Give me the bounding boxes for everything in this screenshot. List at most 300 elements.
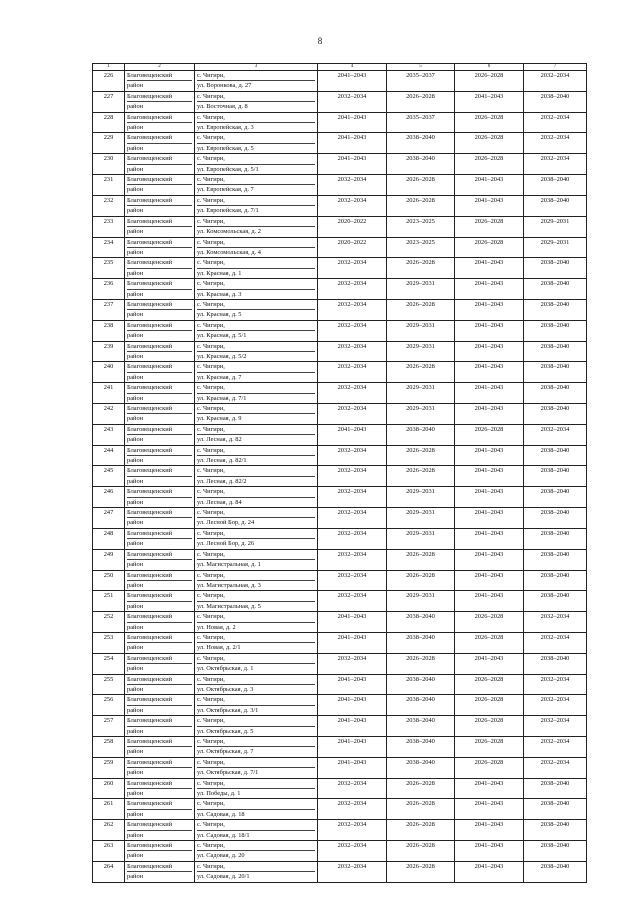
district-suffix: район bbox=[127, 393, 192, 403]
period-col-5: 2026–2028 bbox=[387, 445, 455, 466]
address-cell bbox=[195, 133, 318, 154]
district-name: Благовещенский bbox=[127, 92, 173, 100]
address-settlement: с. Чигири, bbox=[197, 842, 225, 850]
period-col-5: 2026–2028 bbox=[387, 549, 455, 570]
address-street: ул. Европейская, д. 7/1 bbox=[197, 205, 315, 215]
address-cell bbox=[195, 216, 318, 237]
district-name: Благовещенский bbox=[127, 717, 173, 725]
address-cell bbox=[195, 112, 318, 133]
address-cell bbox=[195, 362, 318, 383]
address-street: ул. Садовая, д. 18/1 bbox=[197, 830, 315, 840]
period-col-4: 2032–2034 bbox=[318, 799, 387, 820]
district-cell bbox=[125, 445, 195, 466]
address-street: ул. Красная, д. 1 bbox=[197, 268, 315, 278]
address-street: ул. Октябрьская, д. 1 bbox=[197, 663, 315, 673]
district-name: Благовещенский bbox=[127, 509, 173, 517]
table-row bbox=[93, 841, 587, 862]
address-street: ул. Садовая, д. 20 bbox=[197, 850, 315, 860]
address-street: ул. Лесная, д. 82 bbox=[197, 434, 315, 444]
column-number: 1 bbox=[93, 64, 125, 71]
address-settlement: с. Чигири, bbox=[197, 800, 225, 808]
period-col-7: 2032–2034 bbox=[524, 695, 587, 716]
district-name: Благовещенский bbox=[127, 758, 173, 766]
row-number: 228 bbox=[93, 112, 125, 133]
period-col-5: 2038–2040 bbox=[387, 612, 455, 633]
period-col-5: 2026–2028 bbox=[387, 362, 455, 383]
district-name: Благовещенский bbox=[127, 217, 173, 225]
period-col-5: 2029–2031 bbox=[387, 528, 455, 549]
period-col-5: 2023–2025 bbox=[387, 237, 455, 258]
district-name: Благовещенский bbox=[127, 654, 173, 662]
registry-table bbox=[92, 63, 587, 883]
table-row bbox=[93, 445, 587, 466]
district-name: Благовещенский bbox=[127, 176, 173, 184]
table-row bbox=[93, 258, 587, 279]
address-settlement: с. Чигири, bbox=[197, 363, 225, 371]
table-row bbox=[93, 154, 587, 175]
period-col-6: 2026–2028 bbox=[455, 71, 524, 92]
address-cell bbox=[195, 445, 318, 466]
address-street: ул. Лесная, д. 82/1 bbox=[197, 455, 315, 465]
district-name: Благовещенский bbox=[127, 425, 173, 433]
period-col-7: 2038–2040 bbox=[524, 508, 587, 529]
period-col-5: 2026–2028 bbox=[387, 653, 455, 674]
address-street: ул. Магистральная, д. 3 bbox=[197, 580, 315, 590]
period-col-5: 2023–2025 bbox=[387, 216, 455, 237]
district-suffix: район bbox=[127, 767, 192, 777]
period-col-7: 2038–2040 bbox=[524, 799, 587, 820]
period-col-4: 2032–2034 bbox=[318, 570, 387, 591]
table-row bbox=[93, 175, 587, 196]
period-col-6: 2041–2043 bbox=[455, 195, 524, 216]
period-col-4: 2041–2043 bbox=[318, 133, 387, 154]
period-col-6: 2041–2043 bbox=[455, 861, 524, 882]
district-cell bbox=[125, 362, 195, 383]
address-street: ул. Магистральная, д. 1 bbox=[197, 559, 315, 569]
row-number: 251 bbox=[93, 591, 125, 612]
address-street: ул. Новая, д. 2/1 bbox=[197, 642, 315, 652]
period-col-7: 2038–2040 bbox=[524, 195, 587, 216]
period-col-6: 2026–2028 bbox=[455, 737, 524, 758]
period-col-4: 2041–2043 bbox=[318, 674, 387, 695]
district-cell bbox=[125, 591, 195, 612]
district-cell bbox=[125, 154, 195, 175]
district-cell bbox=[125, 695, 195, 716]
address-street: ул. Магистральная, д. 5 bbox=[197, 601, 315, 611]
address-street: ул. Лесной Бор, д. 24 bbox=[197, 517, 315, 527]
period-col-7: 2038–2040 bbox=[524, 320, 587, 341]
address-cell bbox=[195, 528, 318, 549]
district-name: Благовещенский bbox=[127, 467, 173, 475]
row-number: 264 bbox=[93, 861, 125, 882]
period-col-4: 2032–2034 bbox=[318, 404, 387, 425]
district-name: Благовещенский bbox=[127, 633, 173, 641]
row-number: 245 bbox=[93, 466, 125, 487]
district-cell bbox=[125, 112, 195, 133]
period-col-6: 2041–2043 bbox=[455, 820, 524, 841]
district-suffix: район bbox=[127, 455, 192, 465]
period-col-5: 2026–2028 bbox=[387, 820, 455, 841]
address-settlement: с. Чигири, bbox=[197, 280, 225, 288]
address-settlement: с. Чигири, bbox=[197, 321, 225, 329]
period-col-4: 2041–2043 bbox=[318, 695, 387, 716]
period-col-5: 2035–2037 bbox=[387, 112, 455, 133]
address-cell bbox=[195, 258, 318, 279]
period-col-6: 2026–2028 bbox=[455, 154, 524, 175]
district-name: Благовещенский bbox=[127, 363, 173, 371]
address-cell bbox=[195, 820, 318, 841]
period-col-7: 2032–2034 bbox=[524, 757, 587, 778]
address-cell bbox=[195, 404, 318, 425]
district-cell bbox=[125, 133, 195, 154]
period-col-5: 2026–2028 bbox=[387, 861, 455, 882]
period-col-7: 2038–2040 bbox=[524, 528, 587, 549]
address-settlement: с. Чигири, bbox=[197, 509, 225, 517]
period-col-5: 2038–2040 bbox=[387, 716, 455, 737]
district-suffix: район bbox=[127, 351, 192, 361]
row-number: 255 bbox=[93, 674, 125, 695]
district-suffix: район bbox=[127, 809, 192, 819]
period-col-5: 2029–2031 bbox=[387, 383, 455, 404]
district-name: Благовещенский bbox=[127, 196, 173, 204]
period-col-7: 2032–2034 bbox=[524, 674, 587, 695]
row-number: 259 bbox=[93, 757, 125, 778]
period-col-4: 2032–2034 bbox=[318, 175, 387, 196]
row-number: 254 bbox=[93, 653, 125, 674]
district-name: Благовещенский bbox=[127, 321, 173, 329]
period-col-6: 2041–2043 bbox=[455, 570, 524, 591]
period-col-7: 2032–2034 bbox=[524, 112, 587, 133]
period-col-6: 2041–2043 bbox=[455, 591, 524, 612]
period-col-4: 2032–2034 bbox=[318, 487, 387, 508]
address-cell bbox=[195, 487, 318, 508]
period-col-6: 2041–2043 bbox=[455, 279, 524, 300]
row-number: 230 bbox=[93, 154, 125, 175]
district-cell bbox=[125, 341, 195, 362]
row-number: 231 bbox=[93, 175, 125, 196]
district-suffix: район bbox=[127, 642, 192, 652]
row-number: 238 bbox=[93, 320, 125, 341]
row-number: 240 bbox=[93, 362, 125, 383]
row-number: 263 bbox=[93, 841, 125, 862]
table-row bbox=[93, 279, 587, 300]
address-cell bbox=[195, 612, 318, 633]
row-number: 260 bbox=[93, 778, 125, 799]
table-row bbox=[93, 549, 587, 570]
period-col-4: 2032–2034 bbox=[318, 549, 387, 570]
address-street: ул. Европейская, д. 3 bbox=[197, 122, 315, 132]
district-name: Благовещенский bbox=[127, 113, 173, 121]
district-name: Благовещенский bbox=[127, 550, 173, 558]
period-col-5: 2038–2040 bbox=[387, 632, 455, 653]
address-street: ул. Октябрьская, д. 5 bbox=[197, 726, 315, 736]
district-name: Благовещенский bbox=[127, 842, 173, 850]
district-cell bbox=[125, 778, 195, 799]
address-settlement: с. Чигири, bbox=[197, 176, 225, 184]
table-row bbox=[93, 299, 587, 320]
row-number: 229 bbox=[93, 133, 125, 154]
district-suffix: район bbox=[127, 559, 192, 569]
district-cell bbox=[125, 508, 195, 529]
address-settlement: с. Чигири, bbox=[197, 467, 225, 475]
period-col-6: 2041–2043 bbox=[455, 341, 524, 362]
address-settlement: с. Чигири, bbox=[197, 72, 225, 79]
address-settlement: с. Чигири, bbox=[197, 446, 225, 454]
address-cell bbox=[195, 383, 318, 404]
period-col-6: 2041–2043 bbox=[455, 508, 524, 529]
period-col-4: 2032–2034 bbox=[318, 591, 387, 612]
period-col-5: 2038–2040 bbox=[387, 133, 455, 154]
district-name: Благовещенский bbox=[127, 779, 173, 787]
row-number: 252 bbox=[93, 612, 125, 633]
district-name: Благовещенский bbox=[127, 259, 173, 267]
period-col-6: 2041–2043 bbox=[455, 445, 524, 466]
district-cell bbox=[125, 216, 195, 237]
district-cell bbox=[125, 487, 195, 508]
period-col-7: 2038–2040 bbox=[524, 445, 587, 466]
row-number: 248 bbox=[93, 528, 125, 549]
table-row bbox=[93, 508, 587, 529]
period-col-4: 2032–2034 bbox=[318, 820, 387, 841]
period-col-4: 2032–2034 bbox=[318, 508, 387, 529]
address-settlement: с. Чигири, bbox=[197, 342, 225, 350]
period-col-4: 2041–2043 bbox=[318, 71, 387, 92]
address-street: ул. Октябрьская, д. 3/1 bbox=[197, 705, 315, 715]
period-col-4: 2041–2043 bbox=[318, 424, 387, 445]
column-number: 2 bbox=[125, 64, 195, 71]
period-col-7: 2032–2034 bbox=[524, 71, 587, 92]
period-col-7: 2032–2034 bbox=[524, 737, 587, 758]
address-settlement: с. Чигири, bbox=[197, 654, 225, 662]
district-cell bbox=[125, 653, 195, 674]
period-col-5: 2026–2028 bbox=[387, 258, 455, 279]
address-cell bbox=[195, 778, 318, 799]
table-row bbox=[93, 341, 587, 362]
address-settlement: с. Чигири, bbox=[197, 217, 225, 225]
address-settlement: с. Чигири, bbox=[197, 92, 225, 100]
row-number: 227 bbox=[93, 91, 125, 112]
period-col-4: 2032–2034 bbox=[318, 466, 387, 487]
address-settlement: с. Чигири, bbox=[197, 113, 225, 121]
row-number: 237 bbox=[93, 299, 125, 320]
district-cell bbox=[125, 549, 195, 570]
district-cell bbox=[125, 404, 195, 425]
row-number: 249 bbox=[93, 549, 125, 570]
address-street: ул. Европейская, д. 7 bbox=[197, 184, 315, 194]
period-col-4: 2041–2043 bbox=[318, 737, 387, 758]
district-name: Благовещенский bbox=[127, 342, 173, 350]
address-street: ул. Восточная, д. 8 bbox=[197, 101, 315, 111]
address-settlement: с. Чигири, bbox=[197, 238, 225, 246]
address-settlement: с. Чигири, bbox=[197, 300, 225, 308]
table-row bbox=[93, 591, 587, 612]
address-cell bbox=[195, 841, 318, 862]
district-cell bbox=[125, 71, 195, 92]
period-col-5: 2029–2031 bbox=[387, 508, 455, 529]
address-settlement: с. Чигири, bbox=[197, 821, 225, 829]
district-suffix: район bbox=[127, 663, 192, 673]
district-name: Благовещенский bbox=[127, 405, 173, 412]
period-col-5: 2026–2028 bbox=[387, 175, 455, 196]
district-cell bbox=[125, 612, 195, 633]
table-row bbox=[93, 737, 587, 758]
period-col-5: 2038–2040 bbox=[387, 154, 455, 175]
period-col-7: 2032–2034 bbox=[524, 716, 587, 737]
district-suffix: район bbox=[127, 434, 192, 444]
district-name: Благовещенский bbox=[127, 488, 173, 496]
address-street: ул. Красная, д. 7 bbox=[197, 372, 315, 382]
period-col-6: 2041–2043 bbox=[455, 175, 524, 196]
period-col-6: 2041–2043 bbox=[455, 404, 524, 425]
address-settlement: с. Чигири, bbox=[197, 571, 225, 579]
district-suffix: район bbox=[127, 205, 192, 215]
row-number: 250 bbox=[93, 570, 125, 591]
table-row bbox=[93, 757, 587, 778]
district-cell bbox=[125, 195, 195, 216]
table-row bbox=[93, 570, 587, 591]
district-cell bbox=[125, 737, 195, 758]
period-col-6: 2041–2043 bbox=[455, 528, 524, 549]
address-settlement: с. Чигири, bbox=[197, 613, 225, 621]
address-cell bbox=[195, 591, 318, 612]
period-col-7: 2038–2040 bbox=[524, 362, 587, 383]
address-cell bbox=[195, 570, 318, 591]
period-col-5: 2026–2028 bbox=[387, 841, 455, 862]
row-number: 246 bbox=[93, 487, 125, 508]
table-row bbox=[93, 799, 587, 820]
district-suffix: район bbox=[127, 309, 192, 319]
table-row bbox=[93, 528, 587, 549]
period-col-6: 2041–2043 bbox=[455, 258, 524, 279]
address-cell bbox=[195, 674, 318, 695]
district-name: Благовещенский bbox=[127, 280, 173, 288]
period-col-6: 2041–2043 bbox=[455, 653, 524, 674]
table-body bbox=[93, 71, 587, 883]
table-row bbox=[93, 112, 587, 133]
address-cell bbox=[195, 861, 318, 882]
table-row bbox=[93, 632, 587, 653]
district-suffix: район bbox=[127, 184, 192, 194]
period-col-4: 2041–2043 bbox=[318, 716, 387, 737]
address-settlement: с. Чигири, bbox=[197, 779, 225, 787]
district-name: Благовещенский bbox=[127, 862, 173, 870]
period-col-5: 2038–2040 bbox=[387, 737, 455, 758]
address-settlement: с. Чигири, bbox=[197, 675, 225, 683]
period-col-7: 2038–2040 bbox=[524, 841, 587, 862]
district-suffix: район bbox=[127, 788, 192, 798]
address-settlement: с. Чигири, bbox=[197, 405, 225, 412]
district-suffix: район bbox=[127, 622, 192, 632]
district-name: Благовещенский bbox=[127, 592, 173, 600]
address-settlement: с. Чигири, bbox=[197, 633, 225, 641]
district-suffix: район bbox=[127, 122, 192, 132]
period-col-5: 2026–2028 bbox=[387, 299, 455, 320]
period-col-7: 2032–2034 bbox=[524, 154, 587, 175]
period-col-6: 2041–2043 bbox=[455, 466, 524, 487]
row-number: 239 bbox=[93, 341, 125, 362]
period-col-7: 2038–2040 bbox=[524, 549, 587, 570]
district-suffix: район bbox=[127, 705, 192, 715]
address-cell bbox=[195, 237, 318, 258]
district-cell bbox=[125, 528, 195, 549]
district-name: Благовещенский bbox=[127, 446, 173, 454]
row-number: 261 bbox=[93, 799, 125, 820]
district-suffix: район bbox=[127, 580, 192, 590]
district-suffix: район bbox=[127, 268, 192, 278]
table-row bbox=[93, 861, 587, 882]
address-street: ул. Садовая, д. 20/1 bbox=[197, 871, 315, 881]
period-col-6: 2041–2043 bbox=[455, 320, 524, 341]
table-row bbox=[93, 404, 587, 425]
address-street: ул. Красная, д. 3 bbox=[197, 289, 315, 299]
district-name: Благовещенский bbox=[127, 613, 173, 621]
address-settlement: с. Чигири, bbox=[197, 738, 225, 745]
address-settlement: с. Чигири, bbox=[197, 592, 225, 600]
period-col-7: 2038–2040 bbox=[524, 570, 587, 591]
table-row bbox=[93, 487, 587, 508]
period-col-6: 2026–2028 bbox=[455, 757, 524, 778]
address-settlement: с. Чигири, bbox=[197, 384, 225, 392]
period-col-7: 2032–2034 bbox=[524, 133, 587, 154]
table-row bbox=[93, 466, 587, 487]
period-col-4: 2020–2022 bbox=[318, 216, 387, 237]
address-street: ул. Европейская, д. 5/1 bbox=[197, 164, 315, 174]
address-settlement: с. Чигири, bbox=[197, 529, 225, 537]
period-col-6: 2026–2028 bbox=[455, 674, 524, 695]
district-name: Благовещенский bbox=[127, 384, 173, 392]
row-number: 256 bbox=[93, 695, 125, 716]
period-col-5: 2026–2028 bbox=[387, 195, 455, 216]
period-col-7: 2038–2040 bbox=[524, 91, 587, 112]
address-street: ул. Садовая, д. 18 bbox=[197, 809, 315, 819]
table-row bbox=[93, 612, 587, 633]
period-col-4: 2032–2034 bbox=[318, 195, 387, 216]
address-street: ул. Комсомольская, д. 4 bbox=[197, 247, 315, 257]
district-cell bbox=[125, 570, 195, 591]
period-col-5: 2029–2031 bbox=[387, 279, 455, 300]
row-number: 243 bbox=[93, 424, 125, 445]
district-name: Благовещенский bbox=[127, 72, 173, 79]
period-col-5: 2035–2037 bbox=[387, 71, 455, 92]
period-col-5: 2026–2028 bbox=[387, 91, 455, 112]
district-suffix: район bbox=[127, 101, 192, 111]
row-number: 257 bbox=[93, 716, 125, 737]
period-col-5: 2029–2031 bbox=[387, 487, 455, 508]
address-street: ул. Лесной Бор, д. 26 bbox=[197, 538, 315, 548]
address-settlement: с. Чигири, bbox=[197, 862, 225, 870]
address-cell bbox=[195, 695, 318, 716]
period-col-4: 2032–2034 bbox=[318, 91, 387, 112]
period-col-6: 2026–2028 bbox=[455, 716, 524, 737]
address-cell bbox=[195, 71, 318, 92]
table-row bbox=[93, 674, 587, 695]
district-name: Благовещенский bbox=[127, 238, 173, 246]
period-col-6: 2026–2028 bbox=[455, 612, 524, 633]
period-col-4: 2041–2043 bbox=[318, 612, 387, 633]
address-street: ул. Октябрьская, д. 7/1 bbox=[197, 767, 315, 777]
period-col-4: 2032–2034 bbox=[318, 362, 387, 383]
district-suffix: район bbox=[127, 830, 192, 840]
district-cell bbox=[125, 716, 195, 737]
period-col-7: 2032–2034 bbox=[524, 632, 587, 653]
address-street: ул. Красная, д. 9 bbox=[197, 413, 315, 423]
address-settlement: с. Чигири, bbox=[197, 134, 225, 142]
address-street: ул. Лесная, д. 82/2 bbox=[197, 476, 315, 486]
address-cell bbox=[195, 341, 318, 362]
district-suffix: район bbox=[127, 497, 192, 507]
address-street: ул. Красная, д. 7/1 bbox=[197, 393, 315, 403]
address-cell bbox=[195, 299, 318, 320]
